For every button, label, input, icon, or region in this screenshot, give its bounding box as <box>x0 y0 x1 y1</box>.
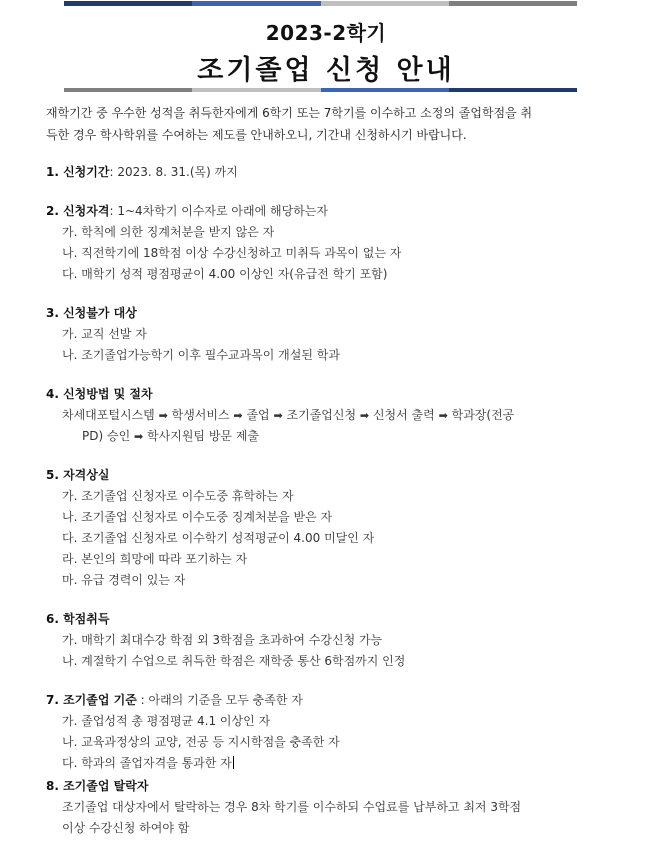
top-color-bar <box>64 1 577 6</box>
flow-step: 신청서 출력 <box>372 408 435 422</box>
bar-segment-light <box>321 1 449 6</box>
list-item: 나. 조기졸업 신청자로 이수도중 징계처분을 받은 자 <box>62 510 333 524</box>
list-item <box>46 753 602 774</box>
section-criteria <box>46 690 602 774</box>
section-title: 5. 자격상실 <box>46 468 110 482</box>
list-item: 나. 계절학기 수업으로 취득한 학점은 재학중 통산 6학점까지 인정 <box>62 654 406 668</box>
arrow-right-icon: ➡ <box>233 409 243 422</box>
bar-segment-blue <box>321 88 449 92</box>
section-heading <box>46 609 602 630</box>
list-item: 나. 조기졸업가능학기 이후 필수교과목이 개설된 학과 <box>62 348 340 362</box>
section-title: 8. 조기졸업 탈락자 <box>46 779 149 793</box>
flow-step: 졸업 <box>246 408 270 422</box>
list-item: 나. 교육과정상의 교양, 전공 등 지시학점을 충족한 자 <box>62 735 340 749</box>
section-credits <box>46 609 602 672</box>
list-item: 나. 직전학기에 18학점 이상 수강신청하고 미취득 과목이 없는 자 <box>62 246 402 260</box>
flow-step: PD) 승인 <box>82 429 131 443</box>
list-item: 마. 유급 경력이 있는 자 <box>62 573 186 587</box>
flow-step: 학과장(전공 <box>451 408 515 422</box>
list-item: 다. 매학기 성적 평점평균이 4.00 이상인 자(유급전 학기 포함) <box>62 267 388 281</box>
flow-step: 학사지원팀 방문 제출 <box>147 429 260 443</box>
section-desc: : 2023. 8. 31.(목) 까지 <box>109 165 238 179</box>
procedure-flow <box>46 405 602 447</box>
title-semester: 2023-2학기 <box>265 21 387 45</box>
list-item: 가. 매학기 최대수강 학점 외 3학점을 초과하여 수강신청 가능 <box>62 633 383 647</box>
bar-segment-gray <box>64 88 192 92</box>
section-procedure <box>46 384 602 447</box>
section-desc: : 아래의 기준을 모두 충족한 자 <box>136 693 303 707</box>
section-title: 4. 신청방법 및 절차 <box>46 387 153 401</box>
section-heading <box>46 384 602 405</box>
list-item: 가. 졸업성적 총 평점평균 4.1 이상인 자 <box>62 714 271 728</box>
flow-step: 조기졸업신청 <box>286 408 357 422</box>
section-disqualification <box>46 465 602 591</box>
flow-step: 차세대포털시스템 <box>62 408 155 422</box>
intro-line: 재학기간 중 우수한 성적을 취득한자에게 6학기 또는 7학기를 이수하고 소정의 졸업학점을 취 <box>46 106 533 120</box>
list-item: 가. 조기졸업 신청자로 이수도중 휴학하는 자 <box>62 489 294 503</box>
arrow-right-icon: ➡ <box>158 409 168 422</box>
title-underline-bar <box>64 88 577 92</box>
section-title: 6. 학점취득 <box>46 612 110 626</box>
bar-segment-dark <box>64 1 192 6</box>
section-dropout <box>46 776 602 839</box>
document-body <box>46 162 602 857</box>
bar-segment-dark <box>449 88 577 92</box>
section-title: 1. 신청기간 <box>46 165 110 179</box>
arrow-right-icon: ➡ <box>438 409 448 422</box>
section-heading <box>46 776 602 797</box>
paragraph-line: 조기졸업 대상자에서 탈락하는 경우 8차 학기를 이수하되 수업료를 납부하고 최저 3학점 <box>62 800 522 814</box>
paragraph-line: 이상 수강신청 하여야 함 <box>62 821 190 835</box>
list-item-text: 다. 학과의 졸업자격을 통과한 자 <box>62 756 232 770</box>
bar-segment-blue <box>192 1 320 6</box>
list-item: 라. 본인의 희망에 따라 포기하는 자 <box>62 552 248 566</box>
section-ineligible <box>46 303 602 366</box>
flow-step: 학생서비스 <box>171 408 230 422</box>
section-title: 7. 조기졸업 기준 <box>46 693 137 707</box>
text-cursor <box>233 756 234 769</box>
list-item: 가. 교직 선발 자 <box>62 327 147 341</box>
bar-segment-gray <box>449 1 577 6</box>
section-title: 2. 신청자격 <box>46 204 110 218</box>
section-heading <box>46 201 602 222</box>
intro-paragraph <box>46 102 602 146</box>
intro-line: 득한 경우 학사학위를 수여하는 제도를 안내하오니, 기간내 신청하시기 바랍니다. <box>46 128 467 142</box>
list-item: 가. 학칙에 의한 징계처분을 받지 않은 자 <box>62 225 275 239</box>
section-desc: : 1~4차학기 이수자로 아래에 해당하는자 <box>109 204 328 218</box>
arrow-right-icon: ➡ <box>359 409 370 422</box>
section-heading <box>46 303 602 324</box>
page-title: 조기졸업 신청 안내 <box>197 55 455 86</box>
section-heading <box>46 162 602 183</box>
bar-segment-light <box>192 88 320 92</box>
section-application-period <box>46 162 602 183</box>
section-eligibility <box>46 201 602 285</box>
section-title: 3. 신청불가 대상 <box>46 306 137 320</box>
arrow-right-icon: ➡ <box>134 430 144 443</box>
list-item: 다. 조기졸업 신청자로 이수학기 성적평균이 4.00 미달인 자 <box>62 531 375 545</box>
section-heading <box>46 690 602 711</box>
arrow-right-icon: ➡ <box>273 409 283 422</box>
section-heading <box>46 465 602 486</box>
flow-line-2 <box>62 426 602 447</box>
